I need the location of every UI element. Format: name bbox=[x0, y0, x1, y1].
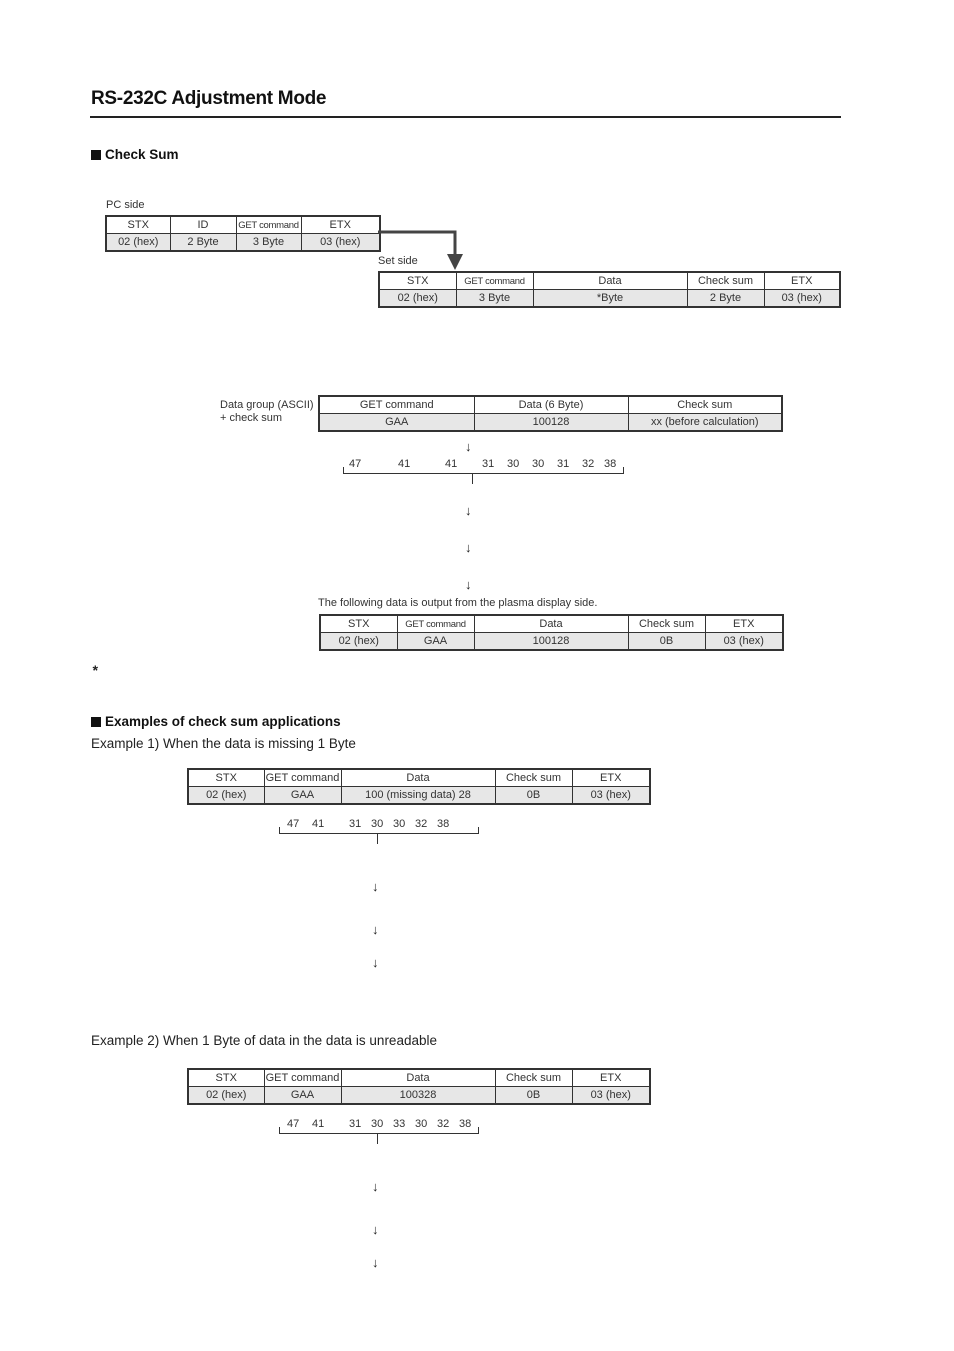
table-cell: 2 Byte bbox=[170, 234, 236, 252]
set-side-table bbox=[378, 271, 841, 308]
byte-value: 32 bbox=[415, 818, 428, 830]
table-header-cell: ETX bbox=[301, 216, 380, 234]
example1-heading bbox=[91, 736, 356, 751]
table-cell: 03 (hex) bbox=[572, 1087, 650, 1105]
table-cell: 100328 bbox=[341, 1087, 495, 1105]
output-table bbox=[319, 614, 784, 651]
table-cell: 0B bbox=[628, 633, 705, 651]
table-header-cell: STX bbox=[379, 272, 456, 290]
table-header-cell: ETX bbox=[764, 272, 840, 290]
byte-value: 41 bbox=[445, 458, 458, 470]
table-header-cell: Check sum bbox=[628, 615, 705, 633]
table-header-cell: GET command bbox=[264, 1069, 341, 1087]
table-cell: GAA bbox=[264, 787, 341, 805]
down-arrow-icon: ↓ bbox=[372, 922, 379, 937]
table-row bbox=[320, 615, 783, 633]
byte-value: 41 bbox=[312, 1118, 325, 1130]
table-header-cell: GET command bbox=[264, 769, 341, 787]
byte-value: 31 bbox=[557, 458, 570, 470]
example1-text: When the data is missing 1 Byte bbox=[163, 736, 356, 751]
check-sum-heading bbox=[91, 147, 179, 162]
table-row bbox=[188, 769, 650, 787]
table-header-cell: GET command bbox=[236, 216, 301, 234]
down-arrow-icon: ↓ bbox=[465, 577, 472, 592]
byte-value: 32 bbox=[582, 458, 595, 470]
table-header-cell: ETX bbox=[572, 769, 650, 787]
note-marker: * bbox=[92, 662, 98, 678]
table-header-cell: Check sum bbox=[495, 769, 572, 787]
table-cell: 02 (hex) bbox=[106, 234, 170, 252]
down-arrow-icon: ↓ bbox=[372, 1222, 379, 1237]
byte-value: 38 bbox=[437, 818, 450, 830]
byte-bracket bbox=[343, 467, 624, 474]
table-cell: 02 (hex) bbox=[379, 290, 456, 308]
table-header-cell: GET command bbox=[456, 272, 533, 290]
down-arrow-icon: ↓ bbox=[372, 1255, 379, 1270]
down-arrow-icon: ↓ bbox=[372, 955, 379, 970]
table-header-cell: Data (6 Byte) bbox=[474, 396, 628, 414]
example1-label: Example 1) bbox=[91, 736, 160, 751]
pc-to-set-arrow bbox=[376, 228, 466, 274]
byte-value: 41 bbox=[398, 458, 411, 470]
table-cell: GAA bbox=[319, 414, 474, 432]
example2-heading bbox=[91, 1033, 437, 1048]
table-header-cell: Data bbox=[341, 769, 495, 787]
table-header-cell: STX bbox=[106, 216, 170, 234]
table-header-cell: Check sum bbox=[495, 1069, 572, 1087]
table-row bbox=[188, 787, 650, 805]
table-cell: *Byte bbox=[533, 290, 687, 308]
table-cell: 100 (missing data) 28 bbox=[341, 787, 495, 805]
byte-value: 38 bbox=[459, 1118, 472, 1130]
table-row bbox=[319, 396, 782, 414]
table-header-cell: GET command bbox=[397, 615, 474, 633]
byte-value: 31 bbox=[349, 818, 362, 830]
table-header-cell: Data bbox=[533, 272, 687, 290]
byte-value: 38 bbox=[604, 458, 617, 470]
byte-bracket bbox=[279, 1127, 479, 1134]
byte-value: 30 bbox=[415, 1118, 428, 1130]
table-cell: 02 (hex) bbox=[188, 1087, 264, 1105]
table-header-cell: STX bbox=[188, 1069, 264, 1087]
example2-text: When 1 Byte of data in the data is unreadable bbox=[163, 1033, 437, 1048]
byte-value: 32 bbox=[437, 1118, 450, 1130]
examples-heading bbox=[91, 714, 341, 729]
byte-value: 47 bbox=[287, 1118, 300, 1130]
output-label: The following data is output from the plasma display side. bbox=[318, 597, 598, 609]
down-arrow-icon: ↓ bbox=[465, 439, 472, 454]
byte-value: 30 bbox=[507, 458, 520, 470]
bracket-stem bbox=[377, 1134, 378, 1144]
byte-value: 30 bbox=[532, 458, 545, 470]
byte-value: 30 bbox=[371, 1118, 384, 1130]
table-cell: 0B bbox=[495, 787, 572, 805]
down-arrow-icon: ↓ bbox=[372, 879, 379, 894]
table-cell: 02 (hex) bbox=[188, 787, 264, 805]
example2-table bbox=[187, 1068, 651, 1105]
table-row bbox=[379, 290, 840, 308]
example1-table bbox=[187, 768, 651, 805]
byte-value: 31 bbox=[349, 1118, 362, 1130]
table-header-cell: ETX bbox=[572, 1069, 650, 1087]
table-header-cell: Data bbox=[474, 615, 628, 633]
byte-value: 31 bbox=[482, 458, 495, 470]
table-cell: xx (before calculation) bbox=[628, 414, 782, 432]
data-group-label-sub: + check sum bbox=[220, 412, 283, 424]
pc-side-table bbox=[105, 215, 381, 252]
byte-value: 30 bbox=[393, 818, 406, 830]
byte-value: 30 bbox=[371, 818, 384, 830]
table-cell: 2 Byte bbox=[687, 290, 764, 308]
table-header-cell: GET command bbox=[319, 396, 474, 414]
square-bullet-icon bbox=[91, 717, 101, 727]
table-header-cell: Data bbox=[341, 1069, 495, 1087]
byte-value: 47 bbox=[287, 818, 300, 830]
byte-value: 33 bbox=[393, 1118, 406, 1130]
byte-value: 41 bbox=[312, 818, 325, 830]
table-cell: 02 (hex) bbox=[320, 633, 397, 651]
title-rule bbox=[90, 116, 841, 118]
table-cell: 100128 bbox=[474, 414, 628, 432]
table-row bbox=[320, 633, 783, 651]
table-row bbox=[106, 234, 380, 252]
bracket-stem bbox=[472, 474, 473, 484]
data-group-label: Data group (ASCII) bbox=[220, 399, 314, 411]
table-row bbox=[379, 272, 840, 290]
table-cell: 03 (hex) bbox=[764, 290, 840, 308]
pc-side-label: PC side bbox=[106, 199, 145, 211]
example2-label: Example 2) bbox=[91, 1033, 160, 1048]
bracket-stem bbox=[377, 834, 378, 844]
table-header-cell: Check sum bbox=[628, 396, 782, 414]
square-bullet-icon bbox=[91, 150, 101, 160]
table-header-cell: STX bbox=[188, 769, 264, 787]
table-cell: 0B bbox=[495, 1087, 572, 1105]
page-title: RS-232C Adjustment Mode bbox=[91, 88, 327, 109]
table-header-cell: Check sum bbox=[687, 272, 764, 290]
data-group-table bbox=[318, 395, 783, 432]
byte-bracket bbox=[279, 827, 479, 834]
table-header-cell: ID bbox=[170, 216, 236, 234]
table-header-cell: ETX bbox=[705, 615, 783, 633]
check-sum-heading-text: Check Sum bbox=[105, 147, 179, 162]
table-cell: GAA bbox=[397, 633, 474, 651]
table-row bbox=[188, 1087, 650, 1105]
table-cell: 100128 bbox=[474, 633, 628, 651]
table-cell: 03 (hex) bbox=[572, 787, 650, 805]
table-row bbox=[319, 414, 782, 432]
table-cell: 3 Byte bbox=[456, 290, 533, 308]
table-row bbox=[188, 1069, 650, 1087]
table-cell: 03 (hex) bbox=[301, 234, 380, 252]
examples-heading-text: Examples of check sum applications bbox=[105, 714, 341, 729]
table-header-cell: STX bbox=[320, 615, 397, 633]
byte-value: 47 bbox=[349, 458, 362, 470]
table-cell: GAA bbox=[264, 1087, 341, 1105]
down-arrow-icon: ↓ bbox=[372, 1179, 379, 1194]
set-side-label: Set side bbox=[378, 255, 418, 267]
table-cell: 3 Byte bbox=[236, 234, 301, 252]
table-cell: 03 (hex) bbox=[705, 633, 783, 651]
table-row bbox=[106, 216, 380, 234]
down-arrow-icon: ↓ bbox=[465, 503, 472, 518]
down-arrow-icon: ↓ bbox=[465, 540, 472, 555]
